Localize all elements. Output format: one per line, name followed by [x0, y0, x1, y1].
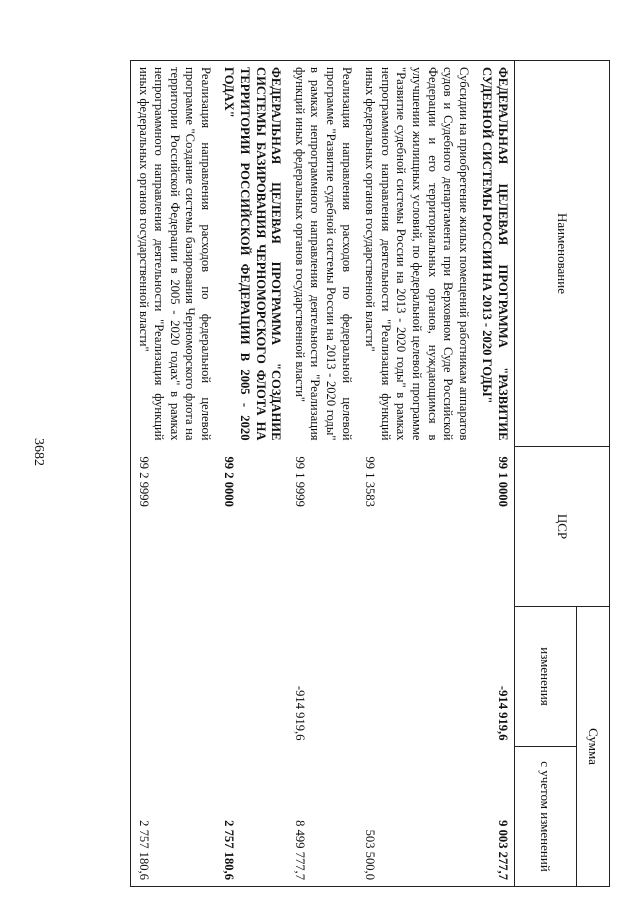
row-total: 8 499 777,7: [287, 747, 357, 887]
header-csr: ЦСР: [515, 447, 610, 607]
row-change: [130, 607, 216, 747]
row-change: -914 919,6: [496, 685, 510, 741]
row-name: ФЕДЕРАЛЬНАЯ ЦЕЛЕВАЯ ПРОГРАММА "СОЗДАНИЕ СИСТЕМЫ БАЗИРОВАНИЯ ЧЕРНОМОРСКОГО ФЛОТА НА ТЕРРИТОРИИ РОССИЙСКОЙ ФЕДЕРАЦИИ В 2005 - 2020 ГОДАХ": [217, 61, 287, 447]
row-total: 9 003 277,7: [475, 747, 515, 887]
header-with-changes: с учетом изменений: [515, 747, 577, 887]
table-row: [130, 61, 216, 887]
rotated-page: [70, 60, 610, 886]
table-row: [287, 61, 357, 887]
header-sum: Сумма: [576, 607, 609, 887]
row-change: -914 919,6: [292, 685, 307, 741]
row-total: 2 757 180,6: [217, 747, 287, 887]
row-change: [358, 607, 475, 747]
table-row: [217, 61, 287, 887]
row-csr: 99 1 9999: [292, 456, 307, 507]
row-name: ФЕДЕРАЛЬНАЯ ЦЕЛЕВАЯ ПРОГРАММА "РАЗВИТИЕ СУДЕБНОЙ СИСТЕМЫ РОССИИ НА 2013 - 2020 ГОДЫ": [475, 61, 515, 447]
row-total: 503 500,0: [358, 747, 475, 887]
row-name: Реализация направления расходов по федеральной целевой программе "Развитие судебной системы России на 2013 - 2020 годы" в рамках непрограммного направления деятельности "Реализация функций иных федеральных органов государственной власти": [287, 61, 357, 447]
page-number: 3682: [31, 438, 46, 466]
table-row: [475, 61, 515, 887]
row-name: Реализация направления расходов по федеральной целевой программе "Создание системы базирования Черноморского флота на территории Российской Федерации в 2005 - 2020 годах" в рамках непрограммного направления деятельности "Реализация функций иных федеральных органов государственной власти": [130, 61, 216, 447]
row-name: Субсидии на приобретение жилых помещений работникам аппаратов судов и Судебного департамента при Верховном Суде Российской Федерации и его территориальных органов, нуждающимся в улучшении жилищных условий, по федеральной целевой программе "Развитие судебной системы России на 2013 - 2020 годы" в рамках непрограммного направления деятельности "Реализация функций иных федеральных органов государственной власти": [358, 61, 475, 447]
header-changes: изменения: [515, 607, 577, 747]
budget-table: [130, 60, 610, 887]
row-csr: 99 2 0000: [222, 456, 237, 507]
row-change: [217, 607, 287, 747]
row-csr: 99 1 0000: [496, 456, 510, 507]
header-name: Наименование: [515, 61, 610, 447]
row-csr: 99 2 9999: [130, 447, 216, 607]
row-total: 2 757 180,6: [130, 747, 216, 887]
row-csr: 99 1 3583: [363, 456, 378, 507]
table-row: [358, 61, 475, 887]
